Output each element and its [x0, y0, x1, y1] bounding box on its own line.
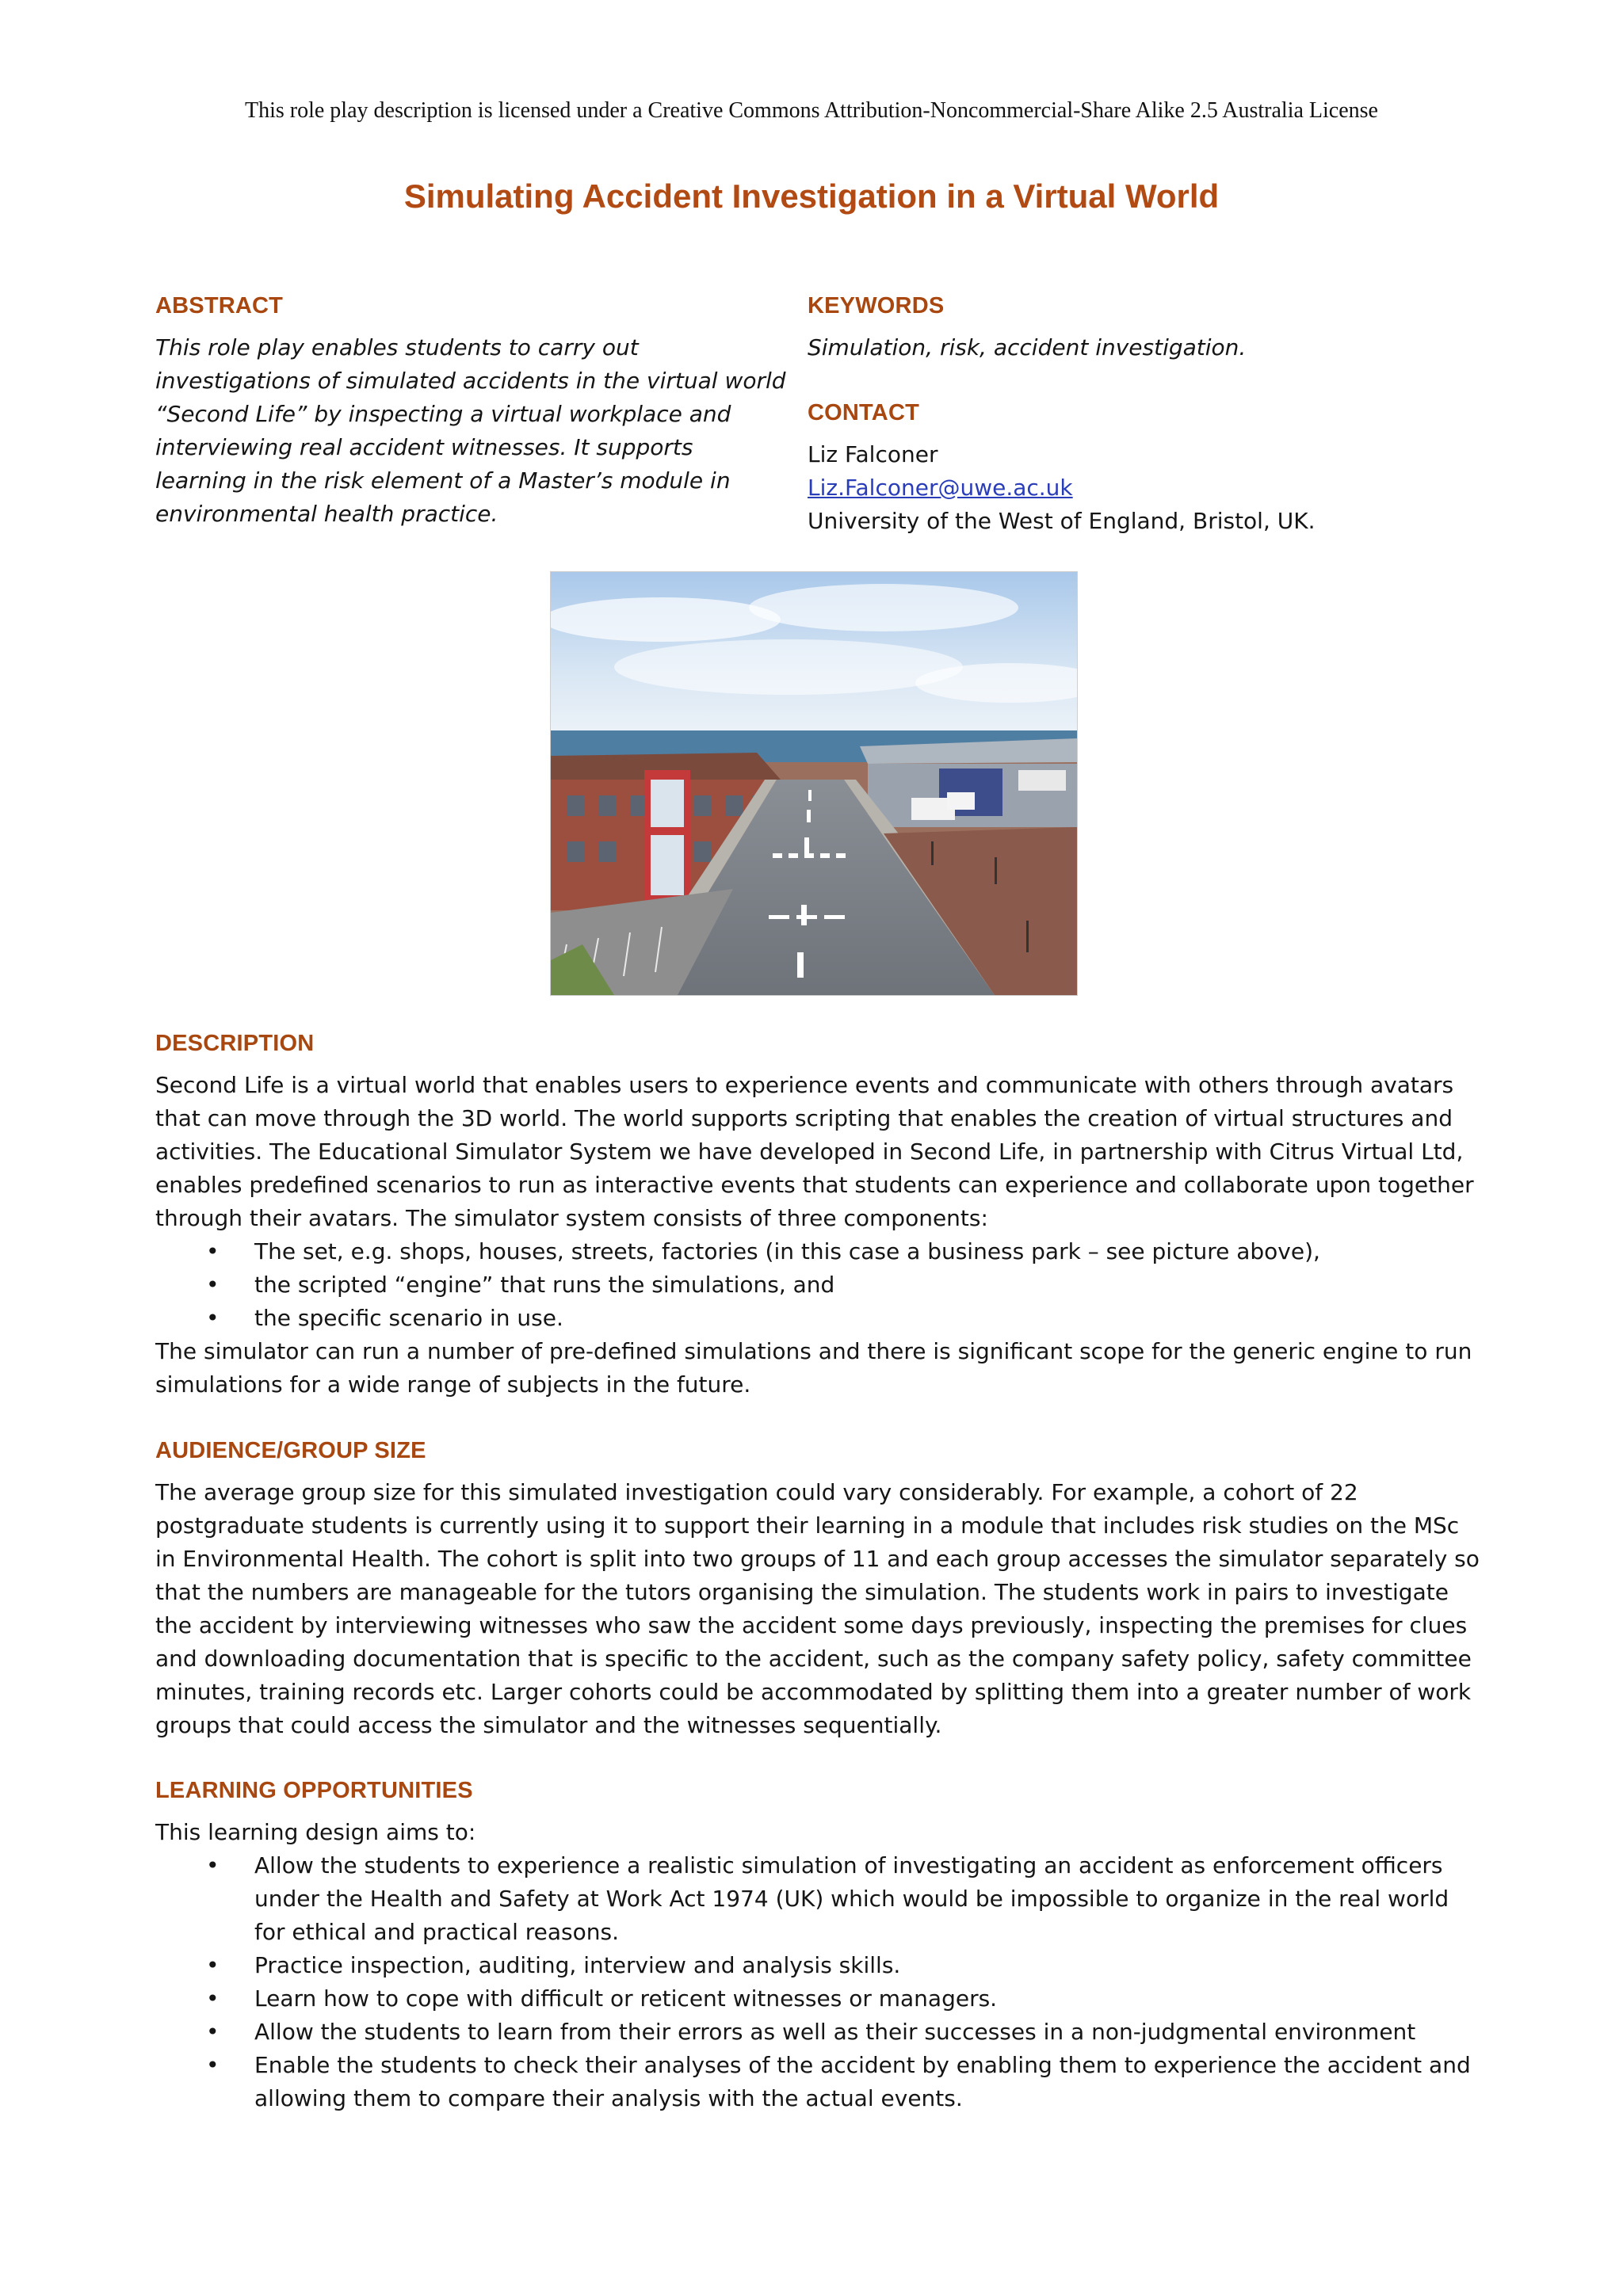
abstract-line: This role play enables students to carry out — [155, 334, 639, 360]
description-line: activities. The Educational Simulator System we have developed in Second Life, in partnership with Citrus Virtual Ltd, — [155, 1138, 1464, 1165]
list-item: • the scripted “engine” that runs the simulations, and — [155, 1268, 1503, 1302]
learning-intro: This learning design aims to: — [155, 1819, 476, 1845]
license-notice: This role play description is licensed under a Creative Commons Attribution-Noncommercial-Share Alike 2.5 Australia License — [245, 98, 1378, 123]
components-list — [155, 1235, 1503, 1335]
description-line: that can move through the 3D world. The world supports scripting that enables the creation of virtual structures and — [155, 1105, 1453, 1131]
list-item: • Allow the students to learn from their errors as well as their successes in a non-judgmental environment — [155, 2016, 1503, 2049]
audience-heading: AUDIENCE/GROUP SIZE — [155, 1438, 426, 1463]
description-text — [155, 1069, 1503, 1235]
page-title: Simulating Accident Investigation in a Virtual World — [403, 177, 1220, 215]
description-line: Second Life is a virtual world that enables users to experience events and communicate with others through avatars — [155, 1072, 1454, 1098]
bullet-icon: • — [206, 1272, 220, 1298]
audience-line: the accident by interviewing witnesses who saw the accident some days previously, inspecting the premises for clues — [155, 1612, 1468, 1638]
audience-line: and downloading documentation that is specific to the accident, such as the company safety policy, safety committee — [155, 1646, 1472, 1672]
description-line: The simulator can run a number of pre-defined simulations and there is significant scope for the generic engine to run — [155, 1338, 1472, 1364]
business-park-screenshot — [550, 571, 1078, 996]
abstract-line: learning in the risk element of a Master’s module in — [155, 467, 731, 494]
bullet-icon: • — [206, 1238, 220, 1264]
description-line: enables predefined scenarios to run as interactive events that students can experience and collaborate upon together — [155, 1172, 1474, 1198]
abstract-line: investigations of simulated accidents in the virtual world — [155, 368, 786, 394]
contact-heading: CONTACT — [808, 400, 920, 425]
abstract-line: environmental health practice. — [155, 501, 498, 527]
contact-block — [808, 438, 1316, 538]
list-item: • Allow the students to experience a realistic simulation of investigating an accident as enforcement officers under the Health and Safety at Work Act 1974 (UK) which would be impossible to organize in the real world for ethical and practical reasons. — [155, 1849, 1503, 1949]
description-heading: DESCRIPTION — [155, 1031, 315, 1056]
abstract-line: interviewing real accident witnesses. It supports — [155, 434, 693, 460]
description-line: through their avatars. The simulator system consists of three components: — [155, 1205, 988, 1231]
contact-email-link[interactable]: Liz.Falconer@uwe.ac.uk — [808, 475, 1073, 501]
audience-line: in Environmental Health. The cohort is split into two groups of 11 and each group accesses the simulator separately so — [155, 1546, 1480, 1572]
abstract-text — [155, 331, 805, 531]
abstract-heading: ABSTRACT — [155, 293, 284, 318]
bullet-icon: • — [206, 1852, 220, 1878]
virtual-world-scene-image — [551, 572, 1077, 995]
abstract-line: “Second Life” by inspecting a virtual workplace and — [155, 401, 731, 427]
audience-line: groups that could access the simulator and the witnesses sequentially. — [155, 1712, 942, 1738]
learning-list — [155, 1849, 1503, 2115]
list-item: • Learn how to cope with difficult or reticent witnesses or managers. — [155, 1982, 1503, 2016]
bullet-icon: • — [206, 2052, 220, 2078]
list-item: • Practice inspection, auditing, interview and analysis skills. — [155, 1949, 1503, 1982]
keywords-text: Simulation, risk, accident investigation. — [808, 334, 1247, 360]
bullet-icon: • — [206, 1305, 220, 1331]
audience-line: The average group size for this simulated investigation could vary considerably. For example, a cohort of 22 — [155, 1479, 1358, 1505]
audience-line: minutes, training records etc. Larger cohorts could be accommodated by splitting them into a greater number of work — [155, 1679, 1472, 1705]
audience-line: that the numbers are manageable for the tutors organising the simulation. The students work in pairs to investigate — [155, 1579, 1449, 1605]
list-item: • the specific scenario in use. — [155, 1302, 1503, 1335]
contact-name: Liz Falconer — [808, 441, 938, 467]
bullet-icon: • — [206, 2019, 220, 2045]
description-line: simulations for a wide range of subjects in the future. — [155, 1371, 751, 1398]
bullet-icon: • — [206, 1985, 220, 2012]
keywords-heading: KEYWORDS — [808, 293, 945, 318]
learning-heading: LEARNING OPPORTUNITIES — [155, 1778, 473, 1803]
description-closing — [155, 1335, 1503, 1402]
list-item: • Enable the students to check their analyses of the accident by enabling them to experience the accident and allowing them to compare their analysis with the actual events. — [155, 2049, 1503, 2115]
contact-affiliation: University of the West of England, Bristol, UK. — [808, 508, 1316, 534]
audience-text — [155, 1476, 1503, 1742]
bullet-icon: • — [206, 1952, 220, 1978]
list-item: • The set, e.g. shops, houses, streets, factories (in this case a business park – see picture above), — [155, 1235, 1503, 1268]
audience-line: postgraduate students is currently using it to support their learning in a module that includes risk studies on the MSc — [155, 1512, 1460, 1539]
